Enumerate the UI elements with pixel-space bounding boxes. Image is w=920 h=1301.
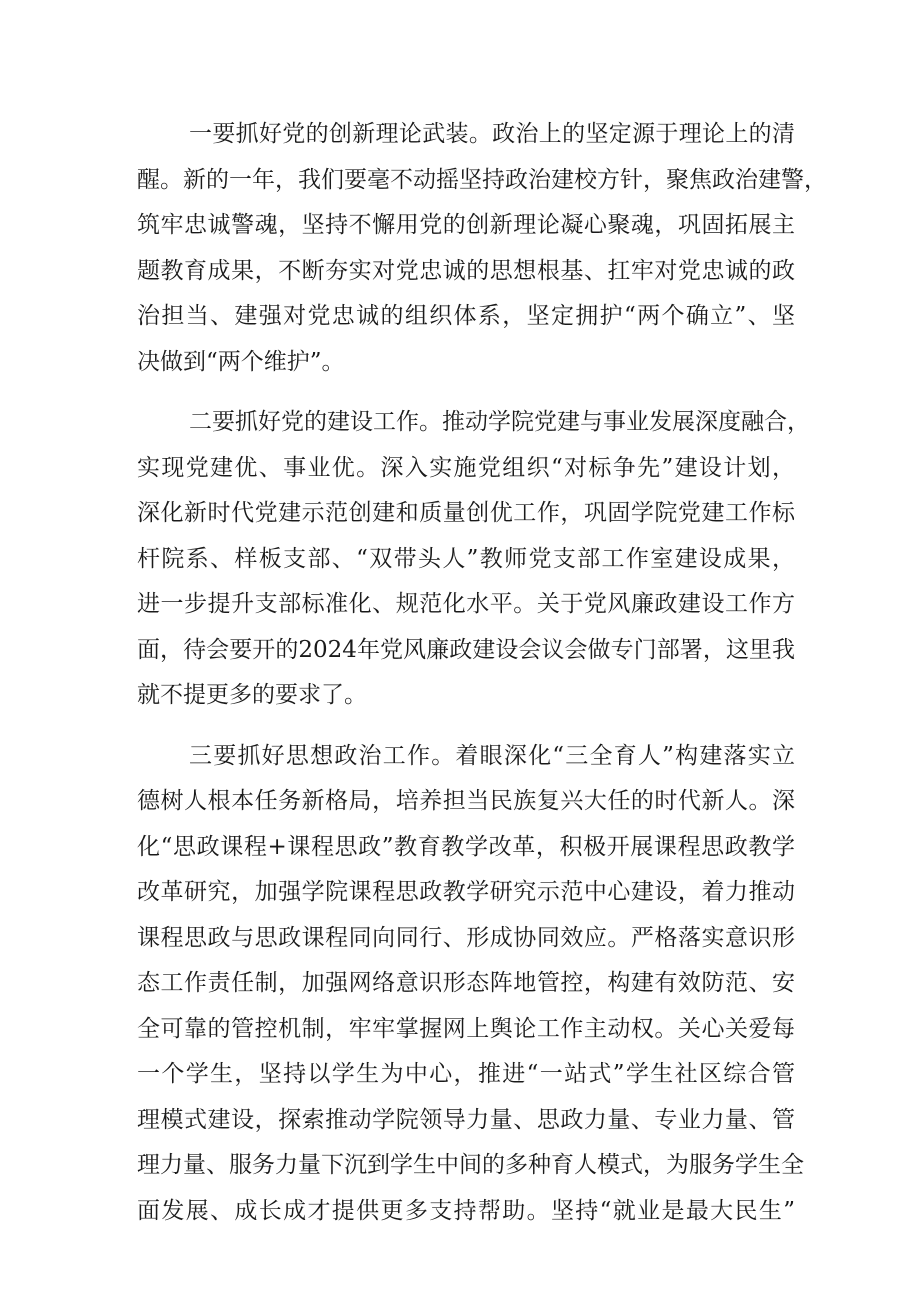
text-line: 课程思政与思政课程同向同行、形成协同效应。严格落实意识形: [137, 924, 795, 951]
text-line: 决做到“两个维护”。: [137, 348, 345, 375]
text-line: 二要抓好党的建设工作。推动学院党建与事业发展深度融合，: [189, 409, 810, 435]
paragraph-1: [137, 112, 827, 385]
text-line: 理模式建设，探索推动学院领导力量、思政力量、专业力量、管: [137, 1106, 795, 1133]
text-line: 化“思政课程+课程思政”教育教学改革，积极开展课程思政教学: [137, 833, 795, 860]
text-line: 杆院系、样板支部、“双带头人”教师党支部工作室建设成果，: [137, 545, 795, 572]
paragraph-spacer: [137, 719, 795, 734]
text-line: 进一步提升支部标准化、规范化水平。关于党风廉政建设工作方: [137, 591, 795, 617]
text-line: 面发展、成长成才提供更多支持帮助。坚持“就业是最大民生”: [137, 1197, 795, 1224]
text-line: 醒。新的一年，我们要毫不动摇坚持政治建校方针，聚焦政治建警，: [137, 166, 827, 193]
text-line: 态工作责任制，加强网络意识形态阵地管控，构建有效防范、安: [137, 970, 795, 996]
text-line: 全可靠的管控机制，牢牢掌握网上舆论工作主动权。关心关爱每: [137, 1015, 795, 1042]
paragraph-2: [137, 400, 810, 719]
text-line: 德树人根本任务新格局，培养担当民族复兴大任的时代新人。深: [137, 788, 795, 814]
text-line: 理力量、服务力量下沉到学生中间的多种育人模式，为服务学生全: [137, 1152, 804, 1178]
text-line: 面，待会要开的2024年党风廉政建设会议会做专门部署，这里我: [137, 636, 795, 663]
text-line: 一要抓好党的创新理论武装。政治上的坚定源于理论上的清: [189, 121, 795, 147]
text-line: 改革研究，加强学院课程思政教学研究示范中心建设，着力推动: [137, 879, 795, 905]
text-line: 深化新时代党建示范创建和质量创优工作，巩固学院党建工作标: [137, 500, 795, 526]
text-line: 三要抓好思想政治工作。着眼深化“三全育人”构建落实立: [189, 742, 795, 769]
text-line: 一个学生，坚持以学生为中心，推进“一站式”学生社区综合管: [137, 1061, 795, 1087]
text-line: 就不提更多的要求了。: [137, 682, 367, 708]
text-line: 题教育成果，不断夯实对党忠诚的思想根基、扛牢对党忠诚的政: [137, 257, 795, 284]
paragraph-3: [137, 734, 804, 1235]
paragraph-spacer: [137, 385, 795, 400]
document-body: [137, 112, 827, 1234]
text-line: 筑牢忠诚警魂，坚持不懈用党的创新理论凝心聚魂，巩固拓展主: [137, 212, 795, 238]
text-line: 治担当、建强对党忠诚的组织体系，坚定拥护“两个确立”、坚: [137, 303, 795, 329]
text-line: 实现党建优、事业优。深入实施党组织“对标争先”建设计划，: [137, 454, 795, 481]
